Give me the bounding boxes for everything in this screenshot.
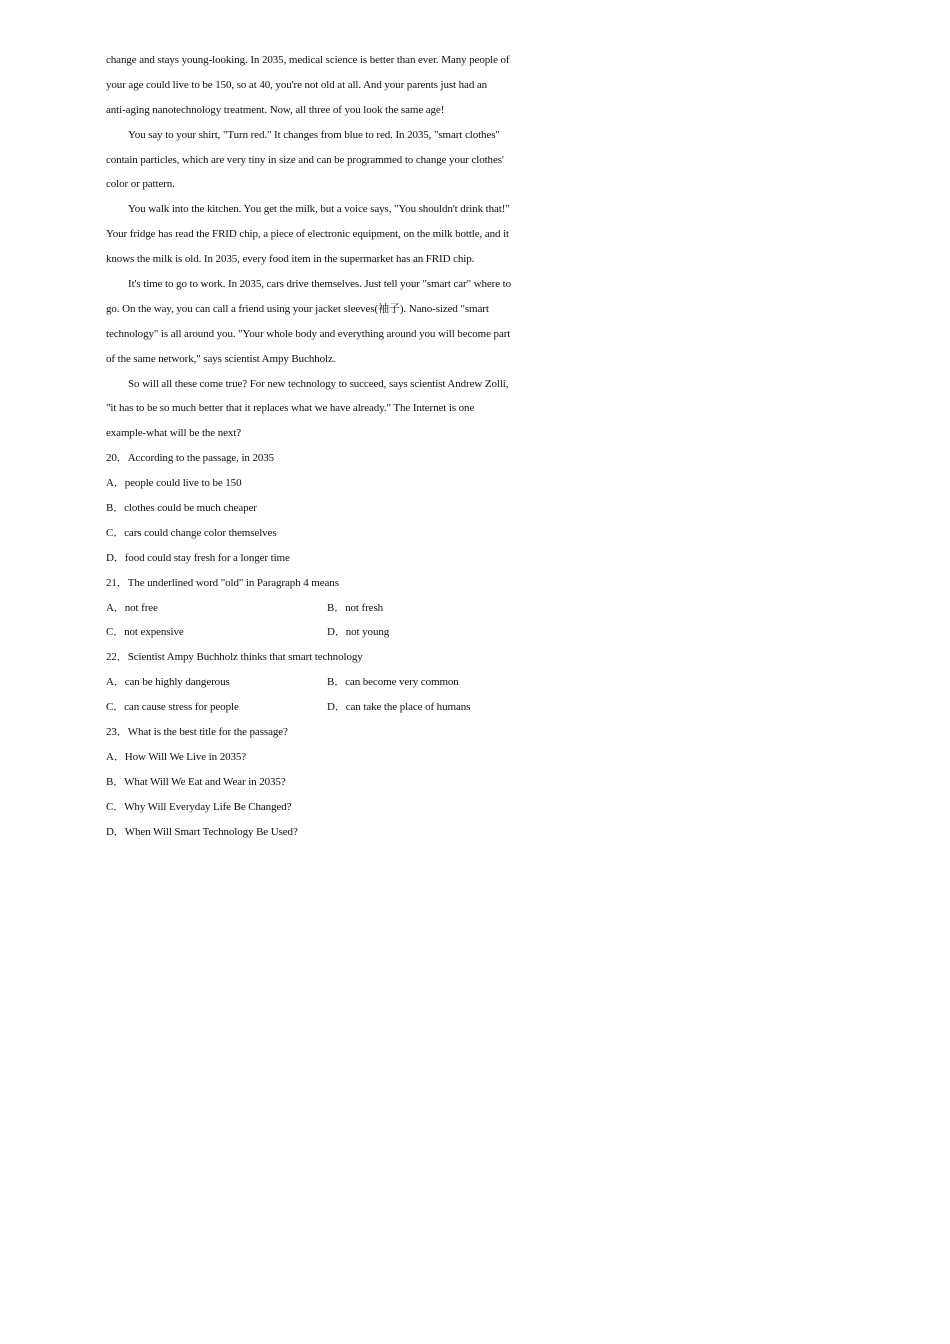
document-page [106,48,546,845]
passage-line: It's time to go to work. In 2035, cars drive themselves. Just tell your "smart car" where to [128,278,512,291]
answer-option-c: C．not expensive [106,626,184,639]
passage-line: knows the milk is old. In 2035, every food item in the supermarket has an FRID chip. [106,253,475,266]
passage-line: change and stays young-looking. In 2035, medical science is better than ever. Many people of [106,54,510,66]
answer-option-row [106,670,546,695]
passage-line: contain particles, which are very tiny in size and can be programmed to change your clothes' [106,153,504,166]
question-stem: 23．What is the best title for the passage? [106,726,288,739]
passage-line: technology" is all around you. "Your whole body and everything around you will become part [106,327,511,340]
question-22 [106,645,546,720]
passage-line: Your fridge has read the FRID chip, a piece of electronic equipment, on the milk bottle, and it [106,228,509,241]
answer-option-d: D．not young [327,626,390,639]
question-23 [106,720,546,844]
answer-option-b: B．What Will We Eat and Wear in 2035? [106,775,286,788]
passage-line: So will all these come true? For new technology to succeed, says scientist Andrew Zolli, [128,377,509,390]
answer-option-d: D．food could stay fresh for a longer time [106,551,290,564]
passage-line: You say to your shirt, "Turn red." It changes from blue to red. In 2035, "smart clothes" [128,128,500,141]
answer-option-b: B．can become very common [327,676,459,689]
passage-line: of the same network," says scientist Ampy Buchholz. [106,352,336,365]
answer-option-c: C．cars could change color themselves [106,526,277,539]
answer-option-a: A．not free [106,601,158,614]
answer-option-row [106,620,546,645]
answer-option-a: A．people could live to be 150 [106,477,242,490]
answer-option-b: B．not fresh [327,601,384,614]
answer-option-row [106,596,546,621]
passage-line: your age could live to be 150, so at 40, you're not old at all. And your parents just had an [106,78,488,91]
answer-option-c: C．Why Will Everyday Life Be Changed? [106,800,292,813]
passage-line: You walk into the kitchen. You get the milk, but a voice says, "You shouldn't drink that!" [128,203,510,216]
reading-passage [106,48,546,446]
answer-option-d: D．When Will Smart Technology Be Used? [106,825,298,838]
passage-line: anti-aging nanotechnology treatment. Now, all three of you look the same age! [106,103,445,116]
answer-option-row [106,695,546,720]
passage-line: go. On the way, you can call a friend using your jacket sleeves(袖子). Nano-sized "smart [106,302,489,315]
answer-option-b: B．clothes could be much cheaper [106,502,257,515]
answer-option-d: D．can take the place of humans [327,701,471,714]
answer-option-a: A．can be highly dangerous [106,676,230,689]
answer-option-c: C．can cause stress for people [106,701,239,714]
answer-option-a: A．How Will We Live in 2035? [106,750,247,763]
question-21 [106,571,546,646]
question-stem: 20．According to the passage, in 2035 [106,452,275,465]
passage-line: example-what will be the next? [106,427,242,440]
passage-line: color or pattern. [106,178,175,191]
question-stem: 22．Scientist Ampy Buchholz thinks that smart technology [106,651,363,664]
question-20 [106,446,546,570]
passage-line: "it has to be so much better that it replaces what we have already." The Internet is one [106,402,475,415]
question-stem: 21．The underlined word "old" in Paragraph 4 means [106,576,339,589]
